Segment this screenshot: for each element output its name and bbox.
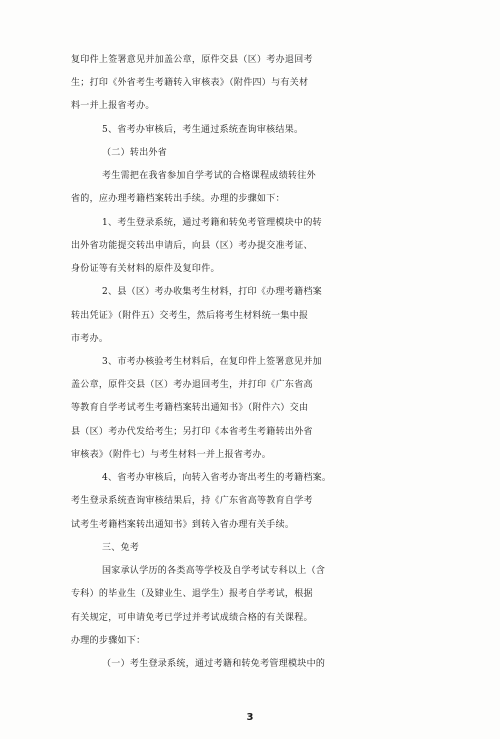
text-line: 盖公章，原件交县（区）考办退回考生，并打印《广东省高 xyxy=(71,380,313,390)
section-heading: （二）转出外省 xyxy=(102,148,168,158)
text-line: 复印件上签署意见并加盖公章，原件交县（区）考办退回考 xyxy=(71,55,313,65)
text-line: 4、省考办审核后，向转入省考办寄出考生的考籍档案。 xyxy=(102,473,332,483)
text-line: 考生登录系统查询审核结果后，持《广东省高等教育自学考 xyxy=(71,496,313,506)
text-line: 转出凭证》（附件五）交考生，然后将考生材料统一集中报 xyxy=(71,311,309,321)
text-line: 试考生考籍档案转出通知书》到转入省办理有关手续。 xyxy=(71,520,295,530)
text-line: 省的，应办理考籍档案转出手续。办理的步骤如下： xyxy=(71,194,285,204)
text-line: 办理的步骤如下： xyxy=(71,636,146,646)
text-line: 3、市考办核验考生材料后，在复印件上签署意见并加 xyxy=(102,357,322,367)
text-line: 专科）的毕业生（及肄业生、退学生）报考自学考试，根据 xyxy=(71,589,313,599)
text-line: 1、考生登录系统，通过考籍和转免考管理模块中的转 xyxy=(102,218,322,228)
text-line: 身份证等有关材料的原件及复印件。 xyxy=(71,264,220,274)
text-line: 等教育自学考试考生考籍档案转出通知书》（附件六）交由 xyxy=(71,403,309,413)
text-line: 考生需把在我省参加自学考试的合格课程成绩转往外 xyxy=(102,171,316,181)
text-line: 审核表》（附件七）与考生材料一并上报省考办。 xyxy=(71,450,272,460)
text-line: 料一并上报省考办。 xyxy=(71,101,155,111)
text-line: 5、省考办审核后，考生通过系统查询审核结果。 xyxy=(102,125,304,135)
text-line: 2、县（区）考办收集考生材料，打印《办理考籍档案 xyxy=(102,287,322,297)
text-line: 出外省功能提交转出申请后，向县（区）考办提交准考证、 xyxy=(71,241,313,251)
text-line: 县（区）考办代发给考生；另打印《本省考生考籍转出外省 xyxy=(71,427,313,437)
text-line: 国家承认学历的各类高等学校及自学考试专科以上（含 xyxy=(102,566,326,576)
text-line: 生；打印《外省考生考籍转入审核表》（附件四）与有关材 xyxy=(71,78,309,88)
text-line: 有关规定，可申请免考已学过并考试成绩合格的有关课程。 xyxy=(71,613,313,623)
text-line: （一）考生登录系统，通过考籍和转免考管理模块中的 xyxy=(102,659,326,669)
page-number: 3 xyxy=(246,712,254,723)
section-heading: 三、免考 xyxy=(102,543,140,553)
text-line: 市考办。 xyxy=(71,334,109,344)
